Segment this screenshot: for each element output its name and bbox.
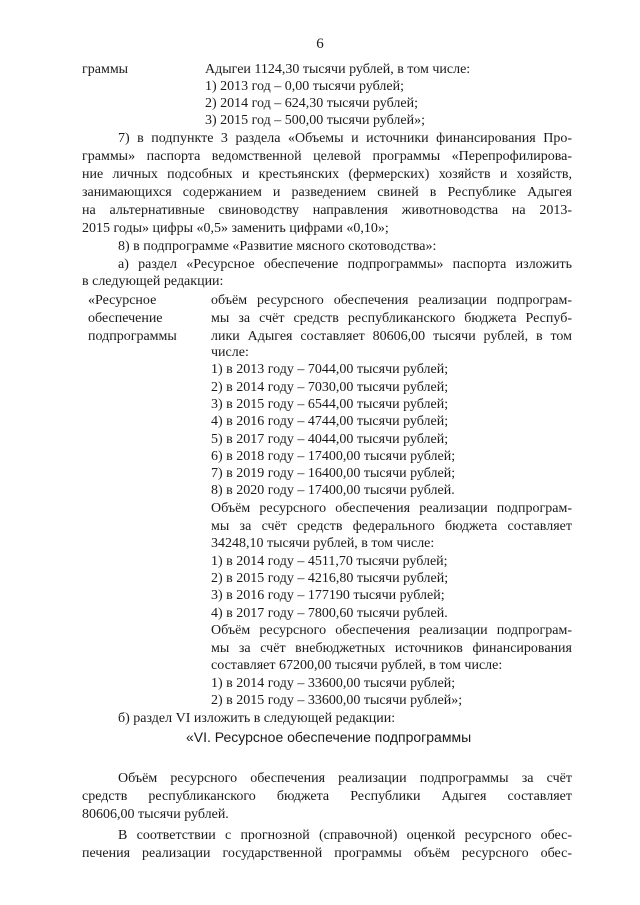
para1-line-1: Объём ресурсного обеспечения реализации подпрограммы за счёт: [118, 771, 572, 786]
top-line-2: 1) 2013 год – 0,00 тысячи рублей;: [205, 79, 404, 94]
top-line-4: 3) 2015 год – 500,00 тысячи рублей»;: [205, 113, 425, 128]
item8-line: 8) в подпрограмме «Развитие мясного скотоводства»:: [118, 239, 437, 254]
table-line: 6) в 2018 году – 17400,00 тысячи рублей;: [211, 449, 456, 464]
table-line: составляет 67200,00 тысячи рублей, в том числе:: [211, 658, 503, 673]
table-line: 7) в 2019 году – 16400,00 тысячи рублей;: [211, 466, 456, 481]
item8a-line-2: в следующей редакции:: [82, 274, 224, 289]
item7-line-1: 7) в подпункте 3 раздела «Объемы и источники финансирования Про-: [118, 131, 572, 146]
table-line: числе:: [211, 345, 249, 360]
table-left-2: обеспечение: [88, 311, 163, 326]
table-line: 3) в 2015 году – 6544,00 тысячи рублей;: [211, 397, 449, 412]
table-line: мы за счёт внебюджетных источников финансирования: [211, 641, 572, 656]
table-line: 2) в 2015 году – 4216,80 тысячи рублей;: [211, 571, 449, 586]
item7-line-4: занимающихся содержанием и разведением свиней в Республике Адыгея: [82, 185, 572, 200]
table-line: 2) в 2015 году – 33600,00 тысячи рублей»;: [211, 693, 463, 708]
item8a-line-1: а) раздел «Ресурсное обеспечение подпрограммы» паспорта изложить: [118, 257, 572, 272]
item7-line-3: ние личных подсобных и крестьянских (фермерских) хозяйств и хозяйств,: [82, 167, 572, 182]
item8b-line: б) раздел VI изложить в следующей редакции:: [118, 711, 396, 726]
item7-line-6: 2015 годы» цифры «0,5» заменить цифрами «0,10»;: [82, 221, 389, 236]
table-left-3: подпрограммы: [88, 329, 177, 344]
table-line: 4) в 2016 году – 4744,00 тысячи рублей;: [211, 414, 449, 429]
table-line: мы за счёт средств республиканского бюджета Респуб-: [211, 311, 572, 326]
item7-line-2: граммы» паспорта ведомственной целевой программы «Перепрофилирова-: [82, 149, 572, 164]
para2-line-2: печения реализации государственной программы объём ресурсного обес-: [82, 846, 572, 861]
table-line: лики Адыгея составляет 80606,00 тысячи рублей, в том: [211, 329, 572, 344]
page-number: 6: [316, 36, 324, 52]
section-title: «VI. Ресурсное обеспечение подпрограммы: [186, 729, 472, 745]
table-line: мы за счёт средств федерального бюджета составляет: [211, 519, 572, 534]
table-line: 1) в 2014 году – 33600,00 тысячи рублей;: [211, 676, 456, 691]
table-line: 34248,10 тысячи рублей, в том числе:: [211, 536, 435, 551]
para2-line-1: В соответствии с прогнозной (справочной) оценкой ресурсного обес-: [118, 828, 572, 843]
table-line: 5) в 2017 году – 4044,00 тысячи рублей;: [211, 432, 449, 447]
table-line: Объём ресурсного обеспечения реализации подпрограм-: [211, 501, 572, 516]
table-line: 1) в 2013 году – 7044,00 тысячи рублей;: [211, 362, 449, 377]
table-line: 3) в 2016 году – 177190 тысячи рублей;: [211, 588, 445, 603]
table-line: 1) в 2014 году – 4511,70 тысячи рублей;: [211, 554, 448, 569]
table-line: 8) в 2020 году – 17400,00 тысячи рублей.: [211, 483, 455, 498]
top-line-3: 2) 2014 год – 624,30 тысячи рублей;: [205, 96, 418, 111]
table-line: 2) в 2014 году – 7030,00 тысячи рублей;: [211, 380, 449, 395]
table-line: Объём ресурсного обеспечения реализации подпрограм-: [211, 623, 572, 638]
item7-line-5: на альтернативные свиноводству направления животноводства на 2013-: [82, 203, 572, 218]
top-left-cell: граммы: [82, 62, 129, 77]
table-left-1: «Ресурсное: [88, 293, 157, 308]
top-line-1: Адыгеи 1124,30 тысячи рублей, в том числе:: [205, 62, 471, 77]
table-line: объём ресурсного обеспечения реализации подпрограм-: [211, 293, 572, 308]
para1-line-2: средств республиканского бюджета Республики Адыгея составляет: [82, 789, 572, 804]
table-line: 4) в 2017 году – 7800,60 тысячи рублей.: [211, 606, 448, 621]
para1-line-3: 80606,00 тысячи рублей.: [82, 807, 229, 822]
